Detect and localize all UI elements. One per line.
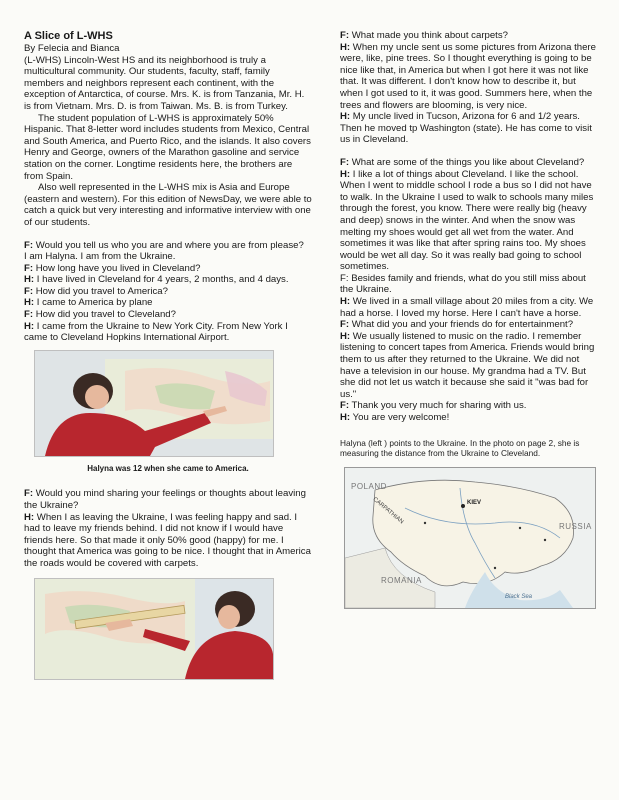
qa-line: F: How long have you lived in Cleveland? [24,262,201,274]
ukraine-map [344,467,596,609]
map-label-black-sea: Black Sea [505,593,533,600]
qa-line: F: What did you and your friends do for entertainment? [340,319,574,331]
interview-block-3 [340,30,598,146]
qa-line: F: What are some of the things you like about Cleveland? [340,156,585,168]
qa-line: H: I came from the Ukraine to New York City. From New York I came to Cleveland Hopkins International Airport. [24,320,288,344]
qa-line: H: When my uncle sent us some pictures from Arizona there were, like, pine trees. So I thought everything is going to be nice like that, in America but when I got here it was not like that. It was different. I don't know how to describe it, but when I got used to it, it was good. Summers here, when the trees and flowers are blooming, is very nice. [340,41,596,111]
qa-line: H: We lived in a small village about 20 miles from a city. We had a horse. I loved my horse. Here I can't have a horse. [340,296,594,319]
qa-line: H: When I as leaving the Ukraine, I was feeling happy and sad. I had to leave my friends behind. I did not know if I would have friends here. So that made it only 50% good (happy) for me. I thought that America was going to be nice. I thought that in America the roads would be covered with carpets. [24,511,311,569]
left-column [24,30,312,680]
qa-line: F: Thank you very much for sharing with us. [340,400,527,412]
intro-paragraph-2: The student population of L-WHS is approximately 50% Hispanic. That 8-letter word includes students from Mexico, Central and South America, and Puerto Rico, and the islands. It also covers Henry and George, owners of the Marathon gasoline and service station on the corner. Longtime residents here, the brothers are from Spain. [24,112,311,182]
qa-line: H: We usually listened to music on the radio. I remember listening to concert tapes from America. Friends would bring them to us after they returned to the Ukraine. We did not have a television in our house. My grandma had a TV. But she did not let us watch it because she said it "was bad for us." [340,330,595,400]
article-byline: By Felecia and Bianca [24,43,120,54]
qa-line: F: Would you tell us who you are and where you are from please? [24,239,304,251]
qa-line: H: I came to America by plane [24,297,153,309]
qa-line: F: What made you think about carpets? [340,30,508,41]
intro-paragraph-1: (L-WHS) Lincoln-West HS and its neighborhood is truly a multicultural community. Our students, faculty, staff, family members and neighbors represent each continent, with the exception of Antarctica, of course. Mrs. K. is from Tanzania, Mr. H. is from Vietnam. Mrs. D. is from Taiwan. Ms. B. is from Turkey. [24,54,305,112]
qa-line: F: Would you mind sharing your feelings or thoughts about leaving the Ukraine? [24,488,306,512]
map-label-romania: ROMANIA [381,575,422,585]
interview-block-2 [24,488,312,569]
qa-line: H: I like a lot of things about Cleveland. I like the school. When I went to middle school I rode a bus so I did not have to walk. In the Ukraine I used to walk to schools many miles through the forest, you know. There were really big (heavy and deep) snows in the winter. And when the snow was melting my shoes would get all wet from the water. And sometimes it was like that after spring rains too. My shoes would be wet all day. So it was really bad going to school sometimes. [340,168,594,273]
interview-block-4 [340,157,598,424]
photo-halyna-measuring [34,578,274,680]
photo-halyna-pointing [34,350,274,457]
qa-line: H: You are very welcome! [340,412,450,423]
map-caption: Halyna (left ) points to the Ukraine. In the photo on page 2, she is measuring the distance from the Ukraine to Cleveland. [340,437,580,459]
article-title: A Slice of L-WHS [24,30,113,42]
qa-line: F: How did you travel to America? [24,285,168,297]
qa-line: H: I have lived in Cleveland for 4 years, 2 months, and 4 days. [24,274,289,286]
qa-line: I am Halyna. I am from the Ukraine. [24,251,176,263]
map-label-kiev: KIEV [467,499,482,506]
intro-paragraph-3: Also well represented in the L-WHS mix is Asia and Europe (eastern and western). For this edition of NewsDay, we were able to catch a quick but very interesting and informative interview with one of our students. [24,182,312,228]
map-label-carpathian: CARPATHIAN [371,496,405,526]
map-label-russia: RUSSIA [559,521,592,531]
right-column [340,30,598,609]
photo-1-caption: Halyna was 12 when she came to America. [87,463,249,473]
qa-line: F: How did you travel to Cleveland? [24,309,176,321]
qa-line: H: My uncle lived in Tucson, Arizona for 6 and 1/2 years. Then he moved tp Washington (state). He has come to visit us in Cleveland. [340,111,592,146]
interview-block-1 [24,240,312,344]
map-label-poland: POLAND [351,481,387,491]
photo-illustration [35,579,273,679]
photo-illustration [35,351,273,456]
qa-line: F: Besides family and friends, what do you still miss about the Ukraine. [340,272,586,296]
